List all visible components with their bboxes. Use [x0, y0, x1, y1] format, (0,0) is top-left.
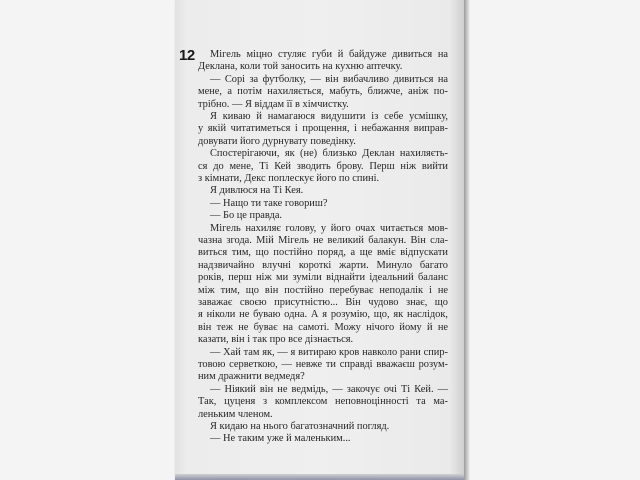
text-line: — Сорі за футболку, — він вибачливо дивиться на: [210, 73, 448, 85]
page-bottom-edge: [175, 474, 464, 480]
text-line: Деклана, коли той заносить на кухню аптечку.: [198, 61, 403, 73]
text-line: заважає своєю присутністю... Він чудово знає, що: [198, 297, 448, 308]
text-line: мене, а потім нахиляється, мабуть, ближче, аніж по-: [198, 86, 448, 98]
text-line: надзвичайно влучні короткі жарти. Минуло багато: [198, 259, 448, 271]
text-line: Я кидаю на нього багатозначний погляд.: [210, 421, 390, 432]
text-line: Так, цуценя з комплексом неповноцінності та ма-: [198, 396, 448, 408]
text-line: — Не таким уже й маленьким...: [210, 433, 351, 445]
text-line: Я дивлюся на Ті Кея.: [210, 185, 304, 197]
text-line: довувати його дурнувату поведінку.: [198, 135, 356, 147]
text-line: — Хай там як, — я витираю кров навколо рани спир-: [210, 346, 448, 358]
text-line: Спостерігаючи, як (не) близько Деклан нахиляєть-: [210, 148, 448, 160]
page-edge-shadow: [464, 0, 470, 480]
text-line: Я киваю й намагаюся видушити із себе усмішку,: [210, 111, 448, 122]
text-line: я ніколи не буваю одна. А я розумію, що, як наслідок,: [198, 309, 448, 321]
text-line: ним дражнити ведмедя?: [198, 371, 305, 383]
text-line: він теж не буває на самоті. Можу нічого йому й не: [198, 321, 448, 333]
text-line: товою серветкою, — невже ти справді вважаєш розум-: [198, 359, 448, 370]
text-line: виться тим, що постійно поряд, а ще вміє відпускати: [198, 247, 448, 259]
text-line: леньким членом.: [198, 408, 273, 420]
text-line: чазна згода. Мій Мігель не великий балакун. Він сла-: [198, 235, 448, 246]
text-line: — Бо це правда.: [210, 210, 283, 222]
text-line: з кімнати, Декс поплескує його по спині.: [198, 173, 380, 184]
text-line: — Нащо ти таке говориш?: [210, 197, 328, 209]
text-line: між тим, що він постійно перебуває неподалік і не: [198, 284, 448, 296]
text-line: у якій читатиметься і прощення, і небажання виправ-: [198, 123, 448, 135]
text-line: років, перш ніж ми зуміли віднайти ідеальний баланс: [198, 272, 448, 284]
text-line: — Ніякий він не ведмідь, — закочує очі Ті Кей. —: [210, 383, 448, 395]
text-line: Мігель міцно стуляє губи й байдуже дивиться на: [210, 49, 448, 60]
page-number: 12: [179, 47, 195, 64]
text-line: Мігель нахиляє голову, у його очах читається мов-: [210, 222, 448, 234]
text-line: трібно. — Я віддам її в хімчистку.: [198, 98, 349, 110]
text-line: ся до мене, Ті Кей зводить брову. Перш ніж вийти: [198, 160, 448, 172]
text-line: казати, він і так про все дізнається.: [198, 334, 354, 346]
